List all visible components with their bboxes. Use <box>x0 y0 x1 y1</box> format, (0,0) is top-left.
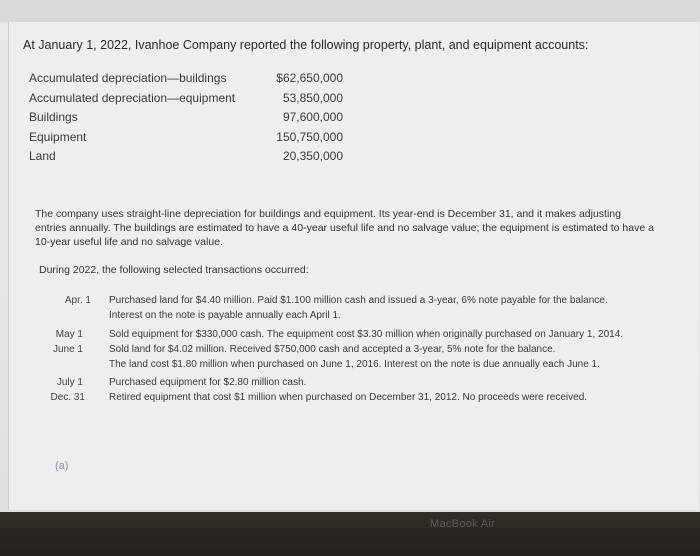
paragraph-line: entries annually. The buildings are estimated to have a 40-year useful life and no salvage value; the equipment is estimated to have a <box>35 222 654 234</box>
transaction-text: Sold land for $4.02 million. Received $750,000 cash and accepted a 3-year, 5% note for the balance. <box>109 344 556 355</box>
laptop-bezel <box>0 512 700 556</box>
account-name: Land <box>29 149 56 163</box>
account-amount: 150,750,000 <box>276 129 343 144</box>
account-name: Accumulated depreciation—equipment <box>29 90 236 105</box>
transaction-text: Interest on the note is payable annually each April 1. <box>109 310 341 321</box>
transaction-text: Sold equipment for $330,000 cash. The equipment cost $3.30 million when originally purchased on January 1, 2014. <box>109 329 624 340</box>
bezel-brand-text: MacBook Air <box>430 518 496 530</box>
account-amount: $62,650,000 <box>276 71 343 85</box>
problem-panel <box>8 22 699 510</box>
transaction-date: June 1 <box>52 344 83 355</box>
transaction-text: Retired equipment that cost $1 million when purchased on December 31, 2012. No proceeds were received. <box>109 392 588 403</box>
transaction-text: The land cost $1.80 million when purchased on June 1, 2016. Interest on the note is due annually each June 1. <box>109 359 600 370</box>
browser-top-strip <box>0 0 700 22</box>
transaction-text: Purchased equipment for $2.80 million cash. <box>109 377 307 388</box>
transaction-date: July 1 <box>56 377 83 388</box>
account-amount: 97,600,000 <box>282 110 343 124</box>
paragraph-line: 10-year useful life and no salvage value. <box>35 236 223 248</box>
transaction-date: Dec. 31 <box>50 392 85 403</box>
account-name: Equipment <box>29 129 87 144</box>
part-a-label[interactable]: (a) <box>55 460 69 472</box>
account-name: Accumulated depreciation—buildings <box>29 71 227 85</box>
problem-heading: At January 1, 2022, Ivanhoe Company reported the following property, plant, and equipment accounts: <box>23 38 589 52</box>
depreciation-paragraph <box>35 207 695 249</box>
account-name: Buildings <box>29 110 78 124</box>
paragraph-line: The company uses straight-line depreciation for buildings and equipment. Its year-end is December 31, and it makes adjusting <box>35 208 621 220</box>
account-amount: 53,850,000 <box>282 90 343 105</box>
transaction-date: May 1 <box>55 329 83 340</box>
account-amount: 20,350,000 <box>282 149 343 163</box>
transactions-intro: During 2022, the following selected transactions occurred: <box>39 264 309 276</box>
transaction-text: Purchased land for $4.40 million. Paid $1.100 million cash and issued a 3-year, 6% note payable for the balance. <box>109 295 608 306</box>
transaction-date: Apr. 1 <box>64 295 91 306</box>
